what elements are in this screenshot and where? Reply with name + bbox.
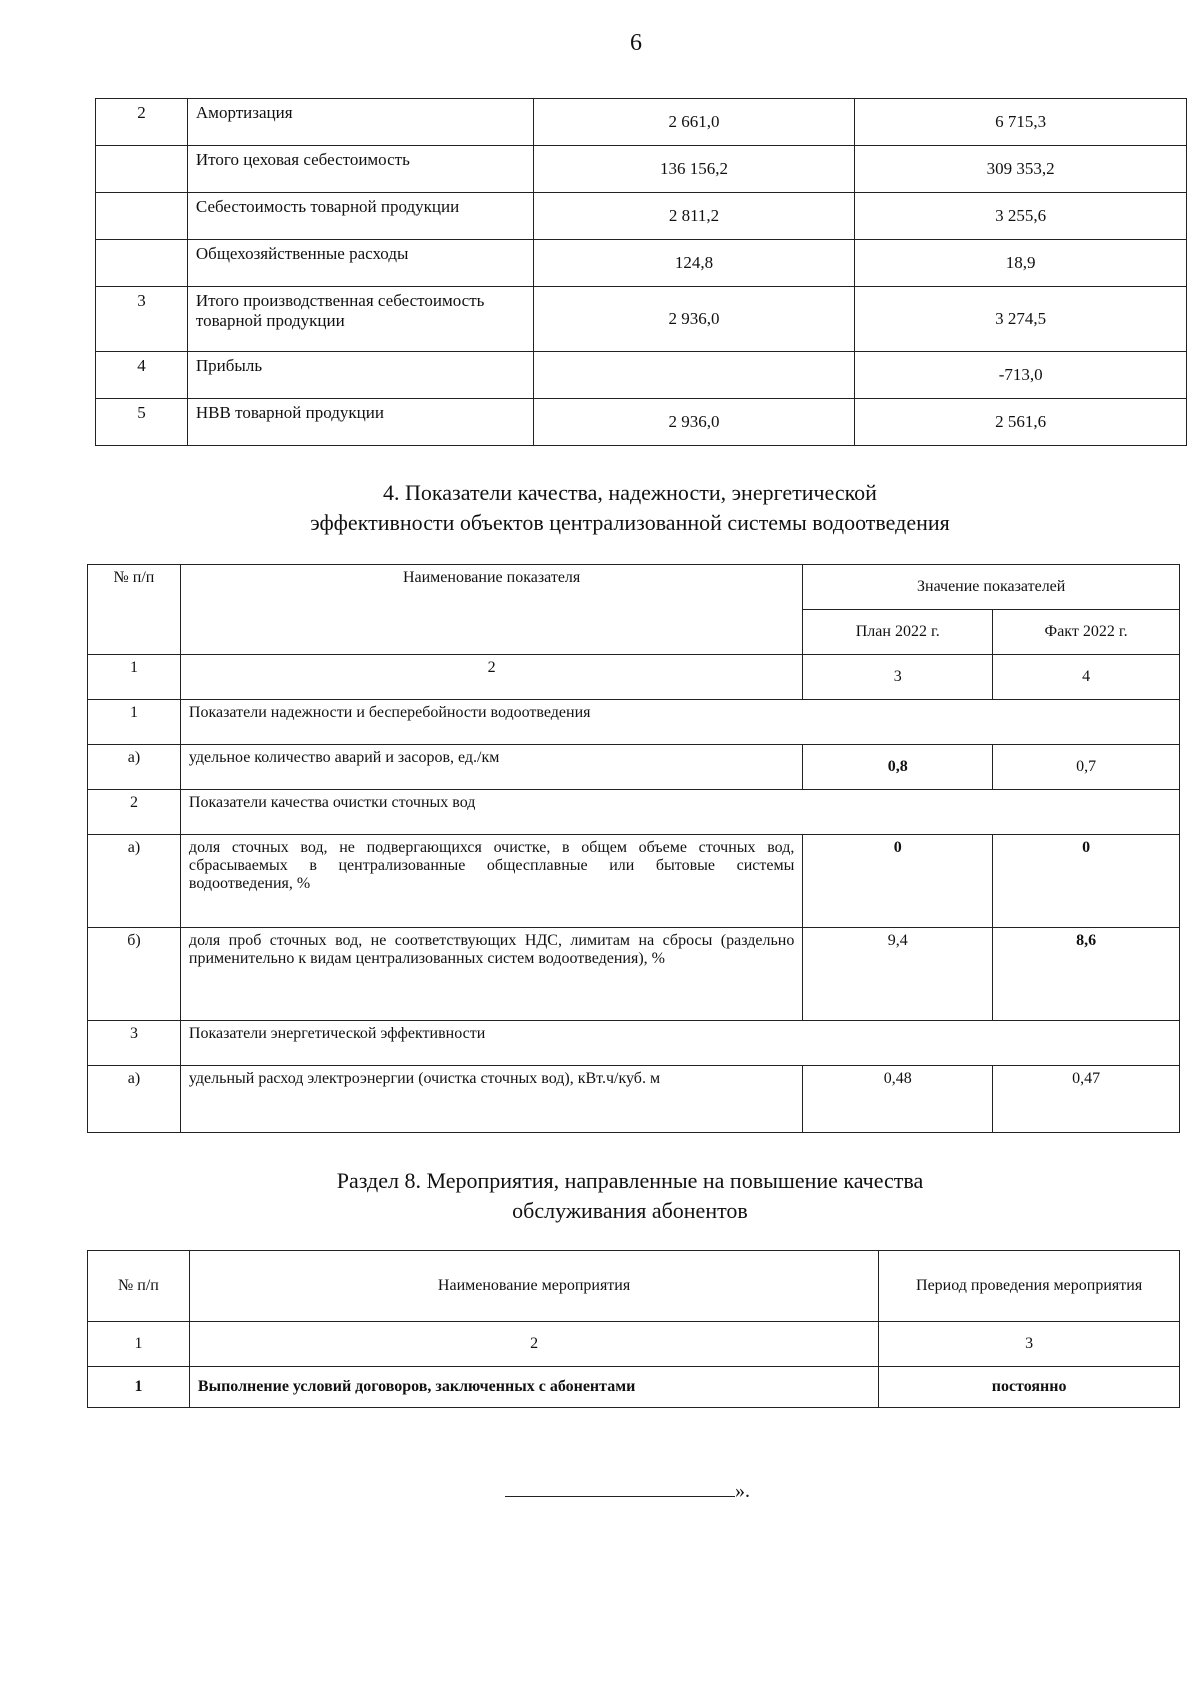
fact-value: 3 274,5	[855, 287, 1187, 352]
group-row	[88, 700, 1180, 745]
row-number: а)	[88, 745, 181, 790]
plan-value: 2 936,0	[533, 399, 855, 446]
row-number: б)	[88, 928, 181, 1021]
row-number: 3	[96, 287, 188, 352]
header-values: Значение показателей	[803, 565, 1180, 610]
row-number: 3	[88, 1021, 181, 1066]
measure-period: постоянно	[879, 1367, 1180, 1408]
table-row	[88, 745, 1180, 790]
item-name: Себестоимость товарной продукции	[187, 193, 533, 240]
plan-value: 0,48	[803, 1066, 993, 1133]
item-name: Амортизация	[187, 99, 533, 146]
row-number: а)	[88, 1066, 181, 1133]
plan-value: 136 156,2	[533, 146, 855, 193]
fact-value: 8,6	[993, 928, 1180, 1021]
item-name: Итого производственная себестоимость товарной продукции	[187, 287, 533, 352]
measure-name: Выполнение условий договоров, заключенных с абонентами	[189, 1367, 878, 1408]
table-row	[88, 1066, 1180, 1133]
header-period: Период проведения мероприятия	[879, 1251, 1180, 1322]
header-name: Наименование мероприятия	[189, 1251, 878, 1322]
header-fact: Факт 2022 г.	[993, 610, 1180, 655]
row-number: 4	[96, 352, 188, 399]
header-num: № п/п	[88, 565, 181, 655]
fact-value: 6 715,3	[855, 99, 1187, 146]
plan-value: 9,4	[803, 928, 993, 1021]
section-4-title-line: 4. Показатели качества, надежности, энергетической	[383, 480, 877, 505]
section-8-title-line: Раздел 8. Мероприятия, направленные на повышение качества	[336, 1168, 924, 1193]
closing-quote: ».	[735, 1480, 750, 1502]
page-number: 6	[630, 30, 642, 56]
table-row	[88, 928, 1180, 1021]
fact-value: 3 255,6	[855, 193, 1187, 240]
item-name: Прибыль	[187, 352, 533, 399]
table-row	[96, 287, 1187, 352]
indicators-table	[87, 564, 1180, 1133]
fact-value: -713,0	[855, 352, 1187, 399]
header-row	[88, 1251, 1180, 1322]
plan-value: 124,8	[533, 240, 855, 287]
plan-value: 2 661,0	[533, 99, 855, 146]
table-row	[96, 193, 1187, 240]
column-number: 2	[189, 1322, 878, 1367]
column-number: 2	[180, 655, 802, 700]
column-number-row	[88, 655, 1180, 700]
table-row	[96, 99, 1187, 146]
plan-value: 0	[803, 835, 993, 928]
group-row	[88, 1021, 1180, 1066]
table-row	[96, 240, 1187, 287]
fact-value: 18,9	[855, 240, 1187, 287]
group-row	[88, 790, 1180, 835]
column-number: 1	[88, 655, 181, 700]
item-name: Общехозяйственные расходы	[187, 240, 533, 287]
table-row	[88, 1367, 1180, 1408]
fact-value: 2 561,6	[855, 399, 1187, 446]
indicator-name: удельный расход электроэнергии (очистка сточных вод), кВт.ч/куб. м	[180, 1066, 802, 1133]
section-4-title-line: эффективности объектов централизованной системы водоотведения	[310, 510, 950, 535]
table-row	[96, 146, 1187, 193]
item-name: Итого цеховая себестоимость	[187, 146, 533, 193]
table-row	[96, 399, 1187, 446]
measures-table	[87, 1250, 1180, 1408]
plan-value	[533, 352, 855, 399]
indicator-name: доля проб сточных вод, не соответствующих НДС, лимитам на сбросы (раздельно применительно к видам централизованных систем водоотведения), %	[180, 928, 802, 1021]
row-number: 2	[88, 790, 181, 835]
row-number: 1	[88, 1367, 190, 1408]
header-name: Наименование показателя	[180, 565, 802, 655]
indicator-name: удельное количество аварий и засоров, ед./км	[180, 745, 802, 790]
row-number: а)	[88, 835, 181, 928]
section-8-title-line: обслуживания абонентов	[512, 1198, 748, 1223]
row-number: 2	[96, 99, 188, 146]
fact-value: 309 353,2	[855, 146, 1187, 193]
section-8-title	[180, 1166, 1080, 1226]
row-number: 5	[96, 399, 188, 446]
column-number: 4	[993, 655, 1180, 700]
header-row	[88, 565, 1180, 610]
plan-value: 2 811,2	[533, 193, 855, 240]
row-number	[96, 146, 188, 193]
row-number: 1	[88, 700, 181, 745]
closing-line	[505, 1480, 750, 1503]
group-name: Показатели энергетической эффективности	[180, 1021, 1179, 1066]
column-number: 1	[88, 1322, 190, 1367]
plan-value: 0,8	[803, 745, 993, 790]
fact-value: 0,47	[993, 1066, 1180, 1133]
header-num: № п/п	[88, 1251, 190, 1322]
cost-table	[95, 98, 1187, 446]
table-row	[96, 352, 1187, 399]
column-number: 3	[879, 1322, 1180, 1367]
item-name: НВВ товарной продукции	[187, 399, 533, 446]
fact-value: 0	[993, 835, 1180, 928]
plan-value: 2 936,0	[533, 287, 855, 352]
column-number-row	[88, 1322, 1180, 1367]
section-4-title	[180, 478, 1080, 538]
group-name: Показатели надежности и бесперебойности водоотведения	[180, 700, 1179, 745]
underline	[505, 1480, 735, 1497]
column-number: 3	[803, 655, 993, 700]
row-number	[96, 240, 188, 287]
row-number	[96, 193, 188, 240]
group-name: Показатели качества очистки сточных вод	[180, 790, 1179, 835]
header-plan: План 2022 г.	[803, 610, 993, 655]
table-row	[88, 835, 1180, 928]
indicator-name: доля сточных вод, не подвергающихся очистке, в общем объеме сточных вод, сбрасываемых в централизованные общесплавные или бытовые системы водоотведения, %	[180, 835, 802, 928]
fact-value: 0,7	[993, 745, 1180, 790]
